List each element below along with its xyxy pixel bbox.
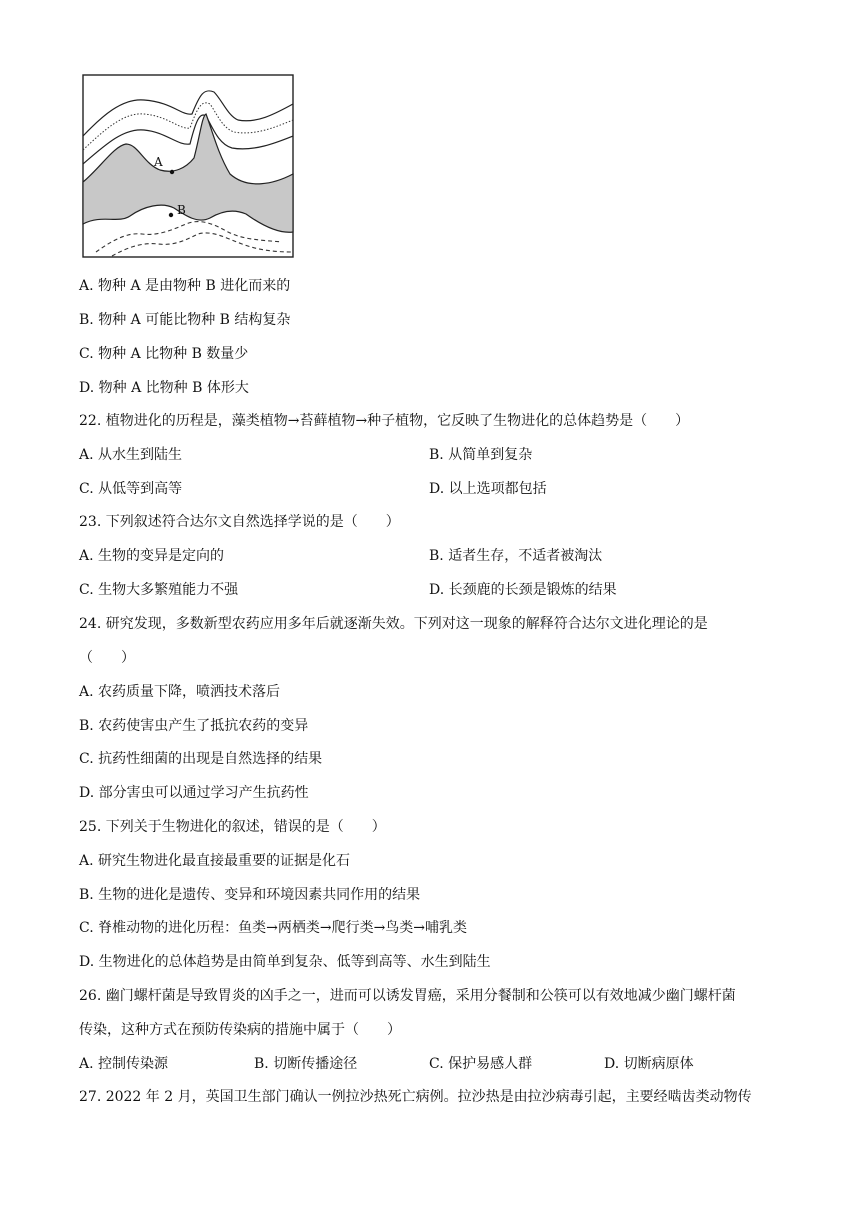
q27-stem-line1: 27. 2022 年 2 月，英国卫生部门确认一例拉沙热死亡病例。拉沙热是由拉沙病毒引起，主要经啮齿类动物传 xyxy=(79,1089,752,1105)
strata-figure xyxy=(82,74,294,258)
q26-stem-line2: 传染，这种方式在预防传染病的措施中属于（ ） xyxy=(79,1022,401,1038)
q22-option-c: C. 从低等到高等 xyxy=(79,481,183,497)
q24-option-c: C. 抗药性细菌的出现是自然选择的结果 xyxy=(79,751,323,767)
q22-stem: 22. 植物进化的历程是，藻类植物→苔藓植物→种子植物，它反映了生物进化的总体趋势是（ ） xyxy=(79,413,690,429)
q21-option-c: C. 物种 A 比物种 B 数量少 xyxy=(79,346,249,362)
q24-option-b: B. 农药使害虫产生了抵抗农药的变异 xyxy=(79,718,309,734)
q21-option-d: D. 物种 A 比物种 B 体形大 xyxy=(79,380,249,396)
q21-option-a: A. 物种 A 是由物种 B 进化而来的 xyxy=(79,278,291,294)
species-a-label: A xyxy=(154,155,163,169)
q25-option-a: A. 研究生物进化最直接最重要的证据是化石 xyxy=(79,853,351,869)
q26-option-a: A. 控制传染源 xyxy=(79,1056,169,1072)
q22-option-b: B. 从简单到复杂 xyxy=(429,447,533,463)
q23-option-d: D. 长颈鹿的长颈是锻炼的结果 xyxy=(429,582,617,598)
q25-stem: 25. 下列关于生物进化的叙述，错误的是（ ） xyxy=(79,819,386,835)
q25-option-b: B. 生物的进化是遗传、变异和环境因素共同作用的结果 xyxy=(79,887,421,903)
q21-option-b: B. 物种 A 可能比物种 B 结构复杂 xyxy=(79,312,291,328)
q23-stem: 23. 下列叙述符合达尔文自然选择学说的是（ ） xyxy=(79,514,400,530)
q24-option-a: A. 农药质量下降，喷洒技术落后 xyxy=(79,684,281,700)
q23-option-c: C. 生物大多繁殖能力不强 xyxy=(79,582,239,598)
q26-option-c: C. 保护易感人群 xyxy=(429,1056,533,1072)
q26-option-d: D. 切断病原体 xyxy=(604,1056,694,1072)
q24-option-d: D. 部分害虫可以通过学习产生抗药性 xyxy=(79,785,309,801)
q26-stem-line1: 26. 幽门螺杆菌是导致胃炎的凶手之一，进而可以诱发胃癌，采用分餐制和公筷可以有效地减少幽门螺杆菌 xyxy=(79,988,736,1004)
species-a-point xyxy=(170,170,174,174)
q24-stem-line1: 24. 研究发现，多数新型农药应用多年后就逐渐失效。下列对这一现象的解释符合达尔文进化理论的是 xyxy=(79,616,708,632)
q26-option-b: B. 切断传播途径 xyxy=(254,1056,358,1072)
species-b-label: B xyxy=(177,203,186,217)
q22-option-d: D. 以上选项都包括 xyxy=(429,481,547,497)
q22-option-a: A. 从水生到陆生 xyxy=(79,447,183,463)
q24-stem-line2: （ ） xyxy=(79,650,135,666)
species-b-point xyxy=(169,213,173,217)
q23-option-a: A. 生物的变异是定向的 xyxy=(79,548,225,564)
q25-option-c: C. 脊椎动物的进化历程：鱼类→两栖类→爬行类→鸟类→哺乳类 xyxy=(79,920,468,936)
q25-option-d: D. 生物进化的总体趋势是由简单到复杂、低等到高等、水生到陆生 xyxy=(79,954,491,970)
q23-option-b: B. 适者生存，不适者被淘汰 xyxy=(429,548,603,564)
